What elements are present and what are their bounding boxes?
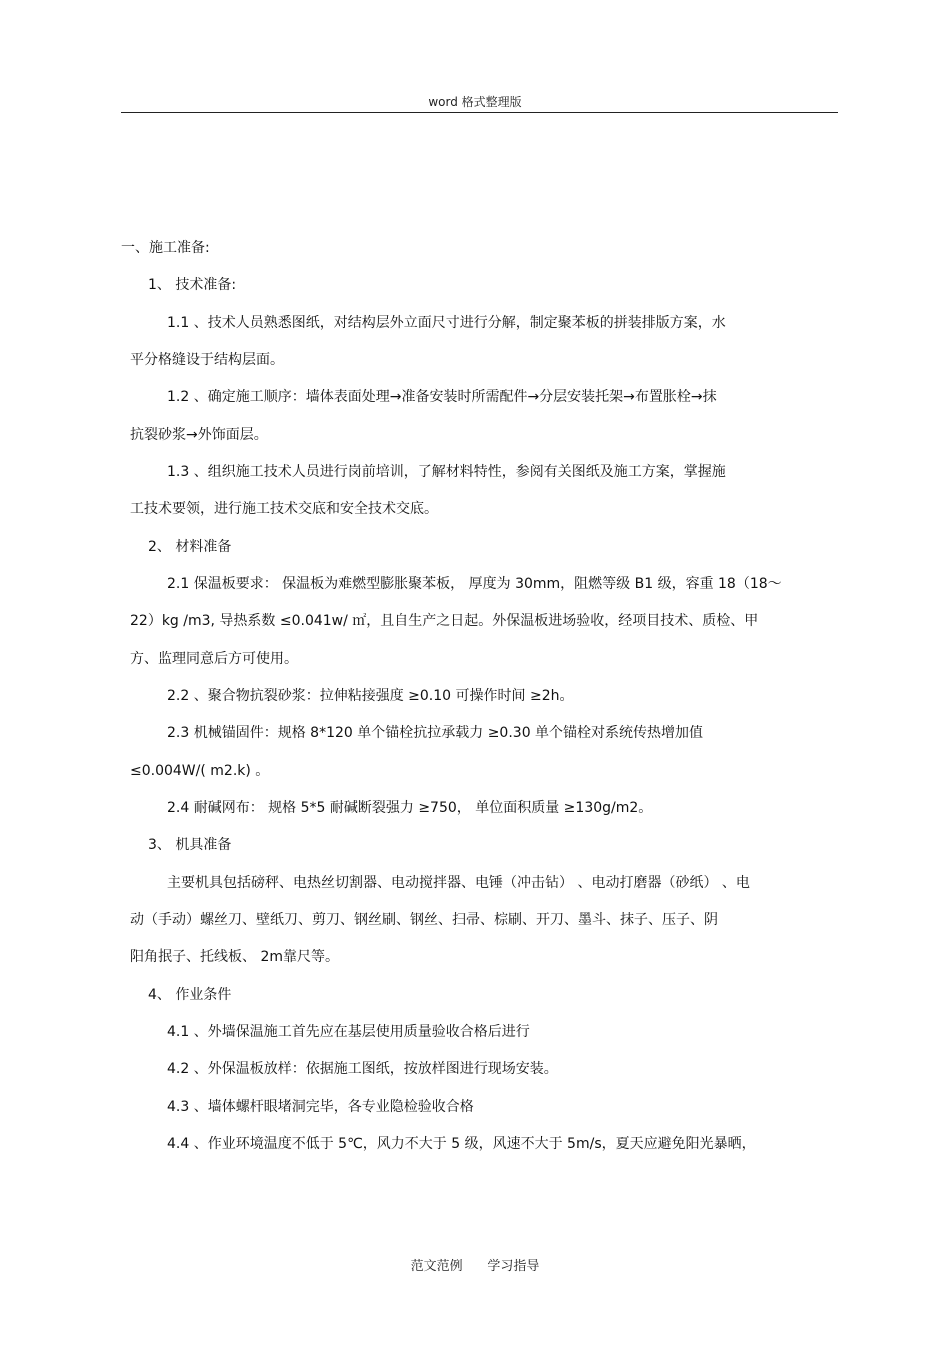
paragraph-line: 4.2 、外保温板放样：依据施工图纸，按放样图进行现场安装。 [167, 1061, 558, 1077]
header-rule [121, 112, 838, 113]
paragraph-line: 22）kg /m3, 导热系数 ≤0.041w/ ㎡，且自生产之日起。外保温板进场验收，经项目技术、质检、甲 [130, 613, 759, 629]
paragraph-line: 平分格缝设于结构层面。 [130, 352, 284, 368]
paragraph-line: 2.4 耐碱网布： 规格 5*5 耐碱断裂强力 ≥750， 单位面积质量 ≥130g/m2。 [167, 800, 653, 816]
paragraph-line: 2.2 、聚合物抗裂砂浆：拉伸粘接强度 ≥0.10 可操作时间 ≥2h。 [167, 688, 574, 704]
subsection-heading: 4、 作业条件 [148, 987, 232, 1003]
paragraph-line: 抗裂砂浆→外饰面层。 [130, 427, 268, 443]
paragraph-line: 主要机具包括磅秤、电热丝切割器、电动搅拌器、电锤（冲击钻） 、电动打磨器（砂纸） 、电 [167, 875, 750, 891]
paragraph-line: 方、监理同意后方可使用。 [130, 651, 298, 667]
paragraph-line: 阳角抿子、托线板、 2m靠尺等。 [130, 949, 339, 965]
paragraph-line: 1.3 、组织施工技术人员进行岗前培训，了解材料特性，参阅有关图纸及施工方案，掌握施 [167, 464, 726, 480]
subsection-heading: 1、 技术准备: [148, 277, 237, 293]
paragraph-line: 4.1 、外墙保温施工首先应在基层使用质量验收合格后进行 [167, 1024, 530, 1040]
subsection-heading: 3、 机具准备 [148, 837, 232, 853]
paragraph-line: 2.1 保温板要求： 保温板为难燃型膨胀聚苯板， 厚度为 30mm，阻燃等级 B1 级，容重 18（18～ [167, 576, 782, 592]
paragraph-line: 1.1 、技术人员熟悉图纸，对结构层外立面尺寸进行分解，制定聚苯板的拼装排版方案，水 [167, 315, 726, 331]
paragraph-line: ≤0.004W/( m2.k) 。 [130, 763, 270, 779]
page-footer: 范文范例 学习指导 [410, 1259, 540, 1274]
paragraph-line: 动（手动）螺丝刀、壁纸刀、剪刀、钢丝刷、钢丝、扫帚、棕刷、开刀、墨斗、抹子、压子、阴 [130, 912, 718, 928]
paragraph-line: 工技术要领，进行施工技术交底和安全技术交底。 [130, 501, 438, 517]
paragraph-line: 4.3 、墙体螺杆眼堵洞完毕，各专业隐检验收合格 [167, 1099, 474, 1115]
subsection-heading: 2、 材料准备 [148, 539, 232, 555]
section-heading: 一、施工准备: [121, 240, 210, 256]
page-header: word 格式整理版 [428, 95, 522, 109]
paragraph-line: 1.2 、确定施工顺序：墙体表面处理→准备安装时所需配件→分层安装托架→布置胀栓→抹 [167, 389, 717, 405]
paragraph-line: 2.3 机械锚固件：规格 8*120 单个锚栓抗拉承载力 ≥0.30 单个锚栓对系统传热增加值 [167, 725, 704, 741]
paragraph-line: 4.4 、作业环境温度不低于 5℃，风力不大于 5 级，风速不大于 5m/s，夏天应避免阳光暴晒， [167, 1136, 756, 1152]
